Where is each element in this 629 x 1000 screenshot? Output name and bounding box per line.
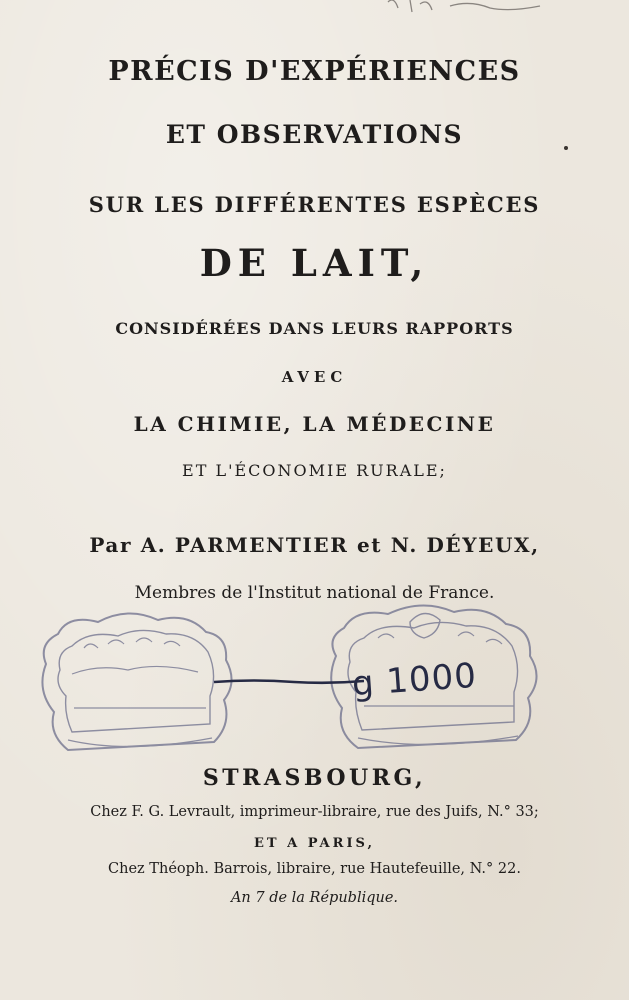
imprint-city: STRASBOURG, <box>202 765 427 791</box>
title-line-3: SUR LES DIFFÉRENTES ESPÈCES <box>88 192 541 217</box>
authors: Par A. PARMENTIER et N. DÉYEUX, <box>89 533 540 557</box>
subtitle-line-2: AVEC <box>281 368 348 386</box>
title-line-2: ET OBSERVATIONS <box>165 120 464 149</box>
imprint-date: An 7 de la République. <box>230 890 399 906</box>
imprint-publisher-2: Chez Théoph. Barrois, libraire, rue Hautefeuille, N.° 22. <box>108 861 521 877</box>
subtitle-line-1: CONSIDÉRÉES DANS LEURS RAPPORTS <box>115 319 514 338</box>
pen-stroke <box>214 676 364 688</box>
title-line-1: PRÉCIS D'EXPÉRIENCES <box>108 56 521 87</box>
imprint-publisher-1: Chez F. G. Levrault, imprimeur-libraire, rue des Juifs, N.° 33; <box>90 804 539 820</box>
subtitle-line-3: LA CHIMIE, LA MÉDECINE <box>133 412 496 436</box>
subtitle-line-4: ET L'ÉCONOMIE RURALE; <box>182 461 447 480</box>
affiliation: Membres de l'Institut national de France. <box>134 583 495 603</box>
handwritten-shelfmark: g 1000 <box>350 655 479 705</box>
title-line-4: DE LAIT, <box>199 241 430 285</box>
imprint-and-paris: ET A PARIS, <box>254 836 375 851</box>
margin-pencil-note <box>380 0 550 20</box>
